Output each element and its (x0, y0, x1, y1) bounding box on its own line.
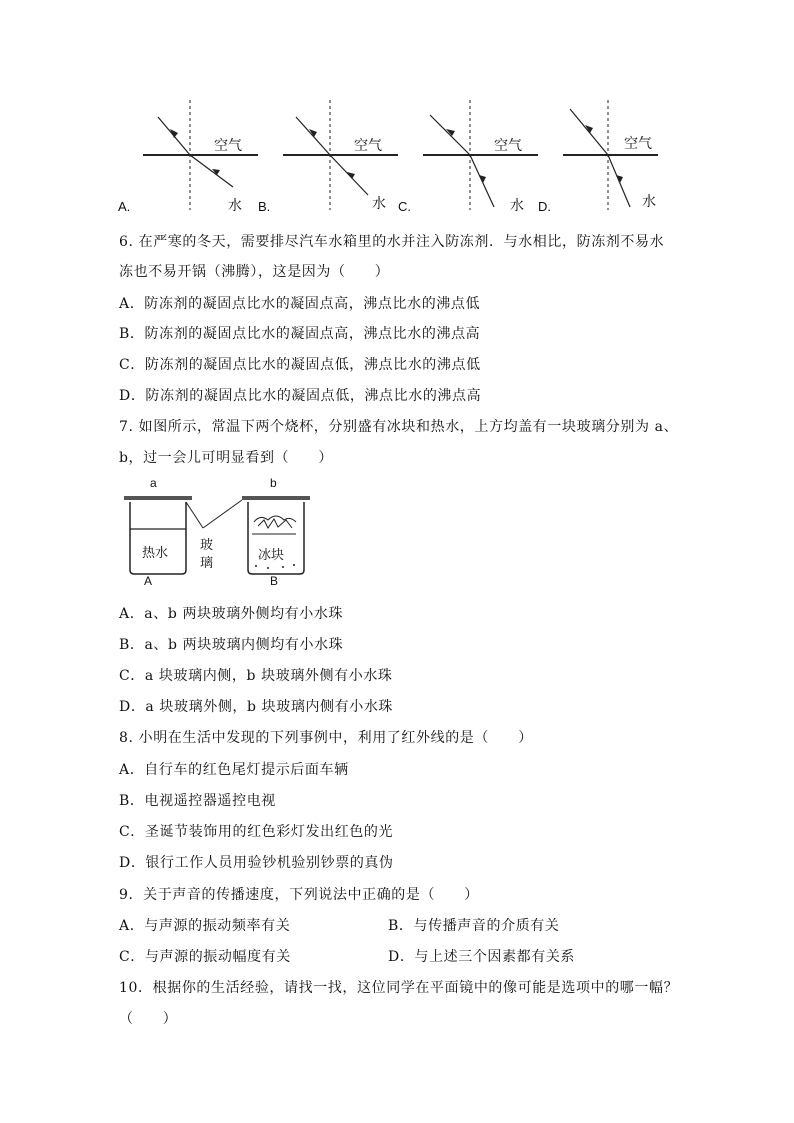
refraction-option-b[interactable] (258, 95, 398, 215)
beaker-b-label: B (270, 574, 279, 588)
option-letter: D. (538, 199, 551, 214)
water-label: 水 (510, 198, 524, 214)
q9-option-d[interactable]: D．与上述三个因素都有关系 (388, 949, 576, 965)
refraction-option-c[interactable] (398, 95, 538, 215)
q7-option-b[interactable]: B．a、b 两块玻璃内侧均有小水珠 (119, 637, 344, 653)
q8-option-a[interactable]: A．自行车的红色尾灯提示后面车辆 (119, 762, 349, 778)
q6-option-c[interactable]: C．防冻剂的凝固点比水的凝固点低，沸点比水的沸点低 (119, 357, 481, 373)
air-label: 空气 (214, 138, 242, 154)
glass-label-line1: 玻 (200, 538, 214, 553)
refraction-diagram-d (538, 95, 678, 215)
beaker-a-label: A (144, 574, 153, 588)
option-letter: A. (118, 199, 131, 214)
q7-option-c[interactable]: C．a 块玻璃内侧，b 块玻璃外侧有小水珠 (119, 668, 393, 684)
refraction-option-a[interactable] (118, 95, 258, 215)
q10-stem-line2: （ ） (119, 1011, 178, 1027)
air-label: 空气 (624, 136, 652, 152)
glass-b-label: b (270, 476, 277, 490)
q9-option-c[interactable]: C．与声源的振动幅度有关 (119, 949, 291, 965)
q10-stem-line1: 10．根据你的生活经验，请找一找，这位同学在平面镜中的像可能是选项中的哪一幅？ (119, 980, 679, 996)
hot-water-label: 热水 (142, 546, 169, 561)
q7-option-a[interactable]: A．a、b 两块玻璃外侧均有小水珠 (119, 606, 344, 622)
water-label: 水 (642, 194, 656, 210)
q6-option-d[interactable]: D．防冻剂的凝固点比水的凝固点低，沸点比水的沸点高 (119, 388, 482, 404)
q7-stem-line1: 7. 如图所示，常温下两个烧杯，分别盛有冰块和热水，上方均盖有一块玻璃分别为 a、 (119, 419, 679, 435)
beaker-figure (118, 474, 313, 589)
glass-a-label: a (150, 476, 157, 490)
beaker-figure-drawing (118, 474, 313, 589)
q6-stem-line2: 冻也不易开锅（沸腾），这是因为（ ） (119, 264, 390, 280)
water-label: 水 (372, 196, 386, 212)
glass-label-line2: 璃 (200, 556, 214, 571)
q6-option-a[interactable]: A．防冻剂的凝固点比水的凝固点高，沸点比水的沸点低 (119, 296, 481, 312)
q8-option-c[interactable]: C．圣诞节装饰用的红色彩灯发出红色的光 (119, 824, 394, 840)
q9-option-b[interactable]: B．与传播声音的介质有关 (388, 918, 560, 934)
refraction-option-d[interactable] (538, 95, 678, 215)
q8-option-b[interactable]: B．电视遥控器遥控电视 (119, 793, 276, 809)
q6-option-b[interactable]: B．防冻剂的凝固点比水的凝固点高，沸点比水的沸点高 (119, 326, 481, 342)
q9-option-a[interactable]: A．与声源的振动频率有关 (119, 918, 291, 934)
q7-stem-line2: b，过一会儿可明显看到（ ） (119, 450, 333, 466)
air-label: 空气 (494, 138, 522, 154)
q6-stem-line1: 6. 在严寒的冬天，需要排尽汽车水箱里的水并注入防冻剂．与水相比，防冻剂不易水 (119, 234, 665, 250)
option-letter: C. (398, 199, 411, 214)
q8-stem: 8. 小明在生活中发现的下列事例中，利用了红外线的是（ ） (119, 730, 533, 746)
air-label: 空气 (354, 138, 382, 154)
option-letter: B. (258, 199, 271, 214)
q8-option-d[interactable]: D．银行工作人员用验钞机验别钞票的真伪 (119, 855, 394, 871)
water-label: 水 (228, 198, 242, 214)
q7-option-d[interactable]: D．a 块玻璃外侧，b 块玻璃内侧有小水珠 (119, 699, 394, 715)
ice-label: 冰块 (258, 548, 285, 563)
q9-stem: 9．关于声音的传播速度，下列说法中正确的是（ ） (119, 887, 479, 903)
